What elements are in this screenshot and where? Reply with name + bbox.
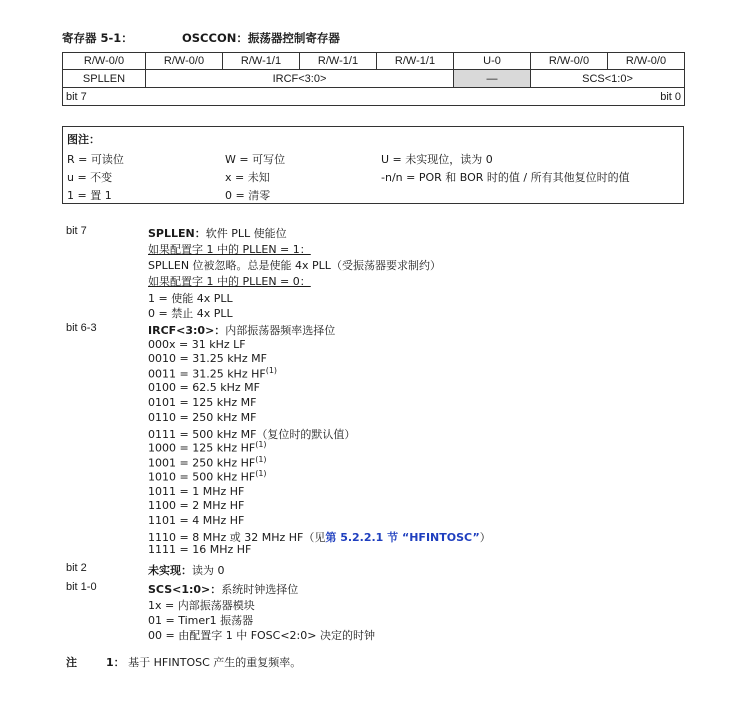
bit7-desc: 软件 PLL 使能位 (205, 227, 287, 240)
register-name: OSCCON：振荡器控制寄存器 (182, 31, 340, 45)
bit10-label: bit 1-0 (66, 581, 97, 593)
access-cell: R/W-0/0 (63, 53, 146, 70)
footnote-mark: (1) (255, 455, 267, 464)
legend-u-unchanged: u = 不变 (67, 171, 113, 184)
ref-close: ） (479, 531, 491, 544)
legend-box (62, 126, 684, 204)
field-ircf: IRCF<3:0> (146, 70, 454, 88)
footnote (66, 654, 301, 670)
bit2-label: bit 2 (66, 562, 87, 574)
access-cell: R/W-1/1 (300, 53, 377, 70)
bit7-label: bit 7 (66, 225, 87, 237)
access-cell: R/W-1/1 (223, 53, 300, 70)
access-cell: R/W-0/0 (608, 53, 685, 70)
register-number: 寄存器 5-1： (62, 31, 133, 45)
ircf-value: 0110 = 250 kHz MF (148, 411, 257, 424)
field-spllen: SPLLEN (63, 70, 146, 88)
bit7-cond1: 如果配置字 1 中的 PLLEN = 1： (148, 243, 311, 256)
ircf-value: 0111 = 500 kHz MF（复位时的默认值） (148, 428, 356, 441)
bit-low-label: bit 0 (660, 90, 681, 103)
footnote-mark: (1) (265, 366, 278, 375)
bit7-cond1-text: SPLLEN 位被忽略。总是使能 4x PLL（受振荡器要求制约） (148, 259, 441, 272)
field-scs: SCS<1:0> (531, 70, 685, 88)
bit7-value-1: 1 = 使能 4x PLL (148, 292, 233, 305)
bit7-cond2: 如果配置字 1 中的 PLLEN = 0： (148, 275, 311, 288)
bit2-name: 未实现： (148, 564, 192, 577)
ircf-value: 0101 = 125 kHz MF (148, 396, 257, 409)
ircf-value: 1100 = 2 MHz HF (148, 499, 245, 512)
legend-clear: 0 = 清零 (225, 189, 271, 202)
bit7-name: SPLLEN： (148, 227, 206, 240)
ircf-value: 1010 = 500 kHz HF (148, 470, 256, 484)
bit63-name: IRCF<3:0>： (148, 324, 226, 337)
bit7-value-0: 0 = 禁止 4x PLL (148, 307, 233, 320)
bit10-name: SCS<1:0>： (148, 583, 222, 596)
footnote-mark: (1) (255, 469, 267, 478)
legend-x: x = 未知 (225, 171, 270, 184)
access-row (63, 53, 685, 70)
bit2-desc: 读为 0 (192, 564, 225, 577)
bit-high-label: bit 7 (66, 90, 87, 103)
bit63-label: bit 6-3 (66, 322, 97, 334)
register-bit-table (62, 52, 685, 106)
ircf-value: 1001 = 250 kHz HF (148, 456, 256, 470)
bit10-desc: 系统时钟选择位 (221, 583, 299, 596)
footnote-mark: (1) (255, 440, 267, 449)
ircf-value: 1101 = 4 MHz HF (148, 514, 245, 527)
ircf-value: 1111 = 16 MHz HF (148, 543, 252, 556)
legend-set: 1 = 置 1 (67, 189, 112, 202)
section-reference-link[interactable]: 第 5.2.2.1 节 “HFINTOSC” (325, 531, 480, 544)
note-number: 1： (106, 656, 125, 669)
ircf-value: 000x = 31 kHz LF (148, 338, 246, 351)
field-row (63, 70, 685, 88)
legend-u-unimplemented: U = 未实现位，读为 0 (381, 153, 493, 166)
note-label: 注 (66, 656, 77, 669)
ircf-value: 0010 = 31.25 kHz MF (148, 352, 267, 365)
legend-w: W = 可写位 (225, 153, 286, 166)
bit-range-row (63, 88, 685, 106)
legend-r: R = 可读位 (67, 153, 124, 166)
ircf-value: 0100 = 62.5 kHz MF (148, 381, 260, 394)
legend-nn: -n/n = POR 和 BOR 时的值 / 所有其他复位时的值 (381, 171, 630, 184)
ircf-value: 1110 = 8 MHz 或 32 MHz HF（见 (148, 531, 326, 544)
ircf-value: 1000 = 125 kHz HF (148, 441, 256, 455)
bit63-desc: 内部振荡器频率选择位 (225, 324, 336, 337)
legend-title: 图注： (67, 133, 100, 146)
ircf-value: 1011 = 1 MHz HF (148, 485, 245, 498)
access-cell: R/W-1/1 (377, 53, 454, 70)
scs-value-01: 01 = Timer1 振荡器 (148, 614, 254, 627)
access-cell: U-0 (454, 53, 531, 70)
access-cell: R/W-0/0 (146, 53, 223, 70)
scs-value-00: 00 = 由配置字 1 中 FOSC<2:0> 决定的时钟 (148, 629, 375, 642)
field-unimplemented: — (454, 70, 531, 88)
scs-value-1x: 1x = 内部振荡器模块 (148, 599, 255, 612)
access-cell: R/W-0/0 (531, 53, 608, 70)
note-text: 基于 HFINTOSC 产生的重复频率。 (128, 656, 302, 669)
ircf-value: 0011 = 31.25 kHz HF (148, 367, 266, 381)
